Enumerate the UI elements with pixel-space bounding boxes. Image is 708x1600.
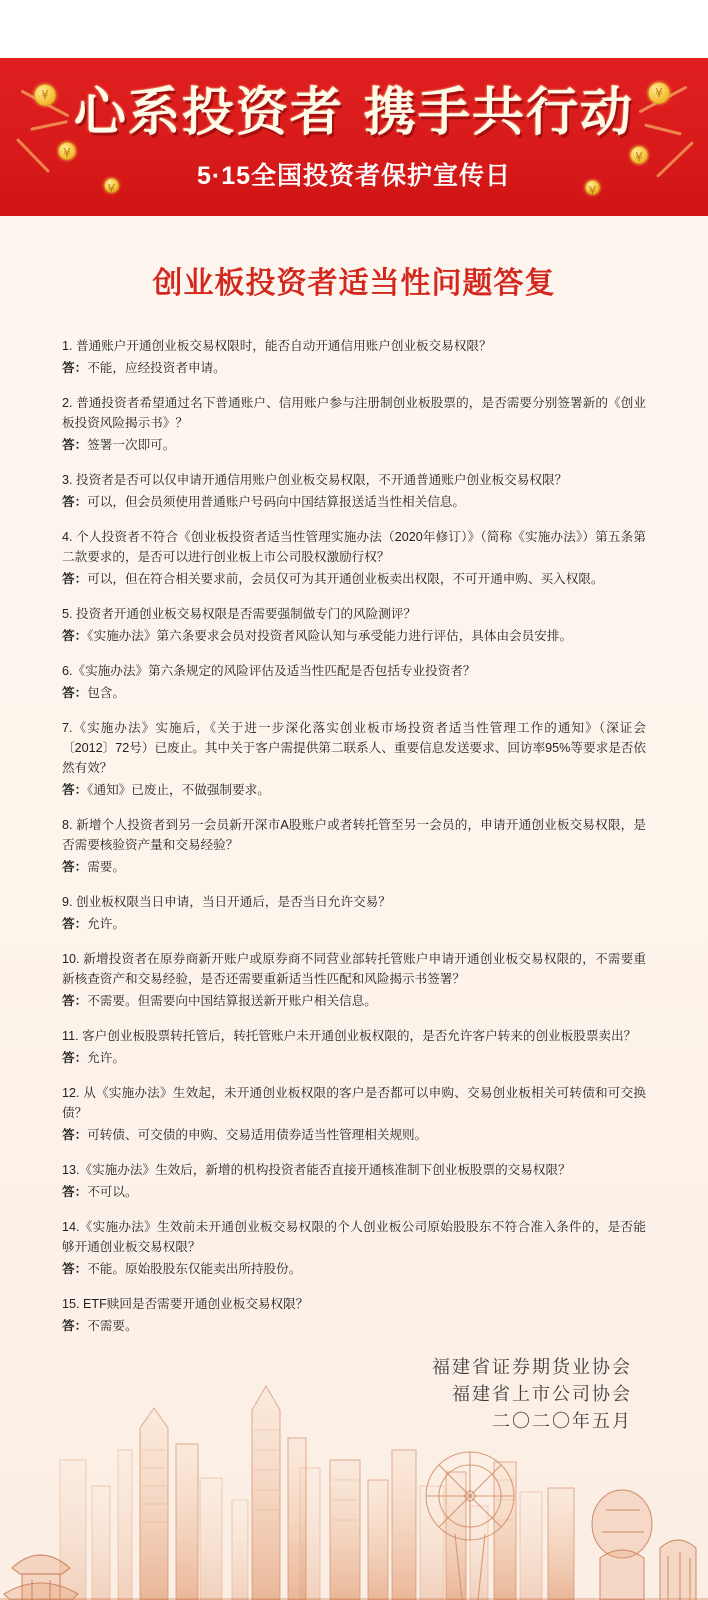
qa-question: 14.《实施办法》生效前未开通创业板交易权限的个人创业板公司原始股股东不符合准入条件的，是否能够开通创业板交易权限？ xyxy=(62,1220,646,1254)
answer-label: 答： xyxy=(62,686,88,700)
qa-item xyxy=(62,815,646,877)
answer-text: 不能。原始股股东仅能卖出所持股份。 xyxy=(87,1262,302,1276)
qa-question: 11. 客户创业板股票转托管后，转托管账户未开通创业板权限的，是否允许客户转来的创业板股票卖出？ xyxy=(62,1029,637,1043)
answer-label: 答： xyxy=(62,1319,88,1333)
qa-item xyxy=(62,393,646,455)
answer-text: 允许。 xyxy=(87,917,125,931)
qa-question: 7.《实施办法》实施后，《关于进一步深化落实创业板市场投资者适当性管理工作的通知》（深证会〔2012〕72号）已废止。其中关于客户需提供第二联系人、重要信息发送要求、回访率95%等要求是否依然有效？ xyxy=(62,721,646,775)
qa-question: 3. 投资者是否可以仅申请开通信用账户创业板交易权限，不开通普通账户创业板交易权限？ xyxy=(62,473,568,487)
answer-label: 答： xyxy=(62,1128,88,1142)
answer-text: 允许。 xyxy=(87,1051,125,1065)
qa-answer xyxy=(62,569,646,589)
signature-date: 二〇二〇年五月 xyxy=(492,1411,632,1431)
banner-title xyxy=(0,58,708,144)
qa-answer xyxy=(62,683,646,703)
qa-answer xyxy=(62,358,646,378)
qa-answer xyxy=(62,991,646,1011)
signature-block xyxy=(0,1354,708,1435)
answer-label: 答： xyxy=(62,994,88,1008)
qa-answer xyxy=(62,1048,646,1068)
answer-label: 答： xyxy=(62,495,88,509)
answer-text: 不能，应经投资者申请。 xyxy=(87,361,226,375)
qa-item xyxy=(62,949,646,1011)
answer-label: 答： xyxy=(62,438,88,452)
answer-label: 答： xyxy=(62,361,88,375)
answer-label: 答： xyxy=(62,783,88,797)
answer-label: 答： xyxy=(62,860,88,874)
qa-question: 15. ETF赎回是否需要开通创业板交易权限？ xyxy=(62,1297,309,1311)
qa-question: 12. 从《实施办法》生效起，未开通创业板权限的客户是否都可以申购、交易创业板相关可转债和可交换债？ xyxy=(62,1086,646,1120)
answer-text: 可转债、可交债的申购、交易适用债券适当性管理相关规则。 xyxy=(87,1128,428,1142)
answer-text: 可以，但会员须使用普通账户号码向中国结算报送适当性相关信息。 xyxy=(87,495,465,509)
qa-question: 13.《实施办法》生效后，新增的机构投资者能否直接开通核准制下创业板股票的交易权限？ xyxy=(62,1163,571,1177)
answer-text: 可以，但在符合相关要求前，会员仅可为其开通创业板卖出权限，不可开通申购、买入权限。 xyxy=(87,572,604,586)
qa-item xyxy=(62,527,646,589)
qa-answer xyxy=(62,435,646,455)
banner-title-left: 心系投资者 xyxy=(73,84,344,142)
qa-answer xyxy=(62,857,646,877)
qa-item xyxy=(62,892,646,934)
qa-item xyxy=(62,718,646,800)
qa-item xyxy=(62,1026,646,1068)
qa-answer xyxy=(62,1125,646,1145)
answer-text: 签署一次即可。 xyxy=(87,438,176,452)
qa-question: 9. 创业板权限当日申请，当日开通后，是否当日允许交易？ xyxy=(62,895,391,909)
qa-answer xyxy=(62,1259,646,1279)
answer-text: 不需要。但需要向中国结算报送新开账户相关信息。 xyxy=(87,994,377,1008)
signature-org-2: 福建省上市公司协会 xyxy=(452,1384,632,1404)
answer-text: 《实施办法》第六条要求会员对投资者风险认知与承受能力进行评估，具体由会员安排。 xyxy=(87,629,573,643)
answer-label: 答： xyxy=(62,629,88,643)
page-title: 创业板投资者适当性问题答复 xyxy=(152,267,556,300)
qa-answer xyxy=(62,1182,646,1202)
qa-question: 8. 新增个人投资者到另一会员新开深市A股账户或者转托管至另一会员的，申请开通创业板交易权限，是否需要核验资产量和交易经验？ xyxy=(62,818,646,852)
qa-item xyxy=(62,604,646,646)
qa-item xyxy=(62,1160,646,1202)
header-banner xyxy=(0,58,708,216)
answer-label: 答： xyxy=(62,1185,88,1199)
qa-question: 5. 投资者开通创业板交易权限是否需要强制做专门的风险测评？ xyxy=(62,607,417,621)
qa-answer xyxy=(62,1316,646,1336)
qa-item xyxy=(62,1294,646,1336)
qa-list xyxy=(0,306,708,1336)
qa-answer xyxy=(62,780,646,800)
answer-text: 《通知》已废止，不做强制要求。 xyxy=(87,783,270,797)
answer-label: 答： xyxy=(62,1051,88,1065)
answer-text: 需要。 xyxy=(87,860,125,874)
qa-question: 6.《实施办法》第六条规定的风险评估及适当性匹配是否包括专业投资者？ xyxy=(62,664,476,678)
qa-question: 2. 普通投资者希望通过名下普通账户、信用账户参与注册制创业板股票的，是否需要分别签署新的《创业板投资风险揭示书》？ xyxy=(62,396,646,430)
banner-title-right: 携手共行动 xyxy=(364,84,635,142)
answer-label: 答： xyxy=(62,572,88,586)
answer-text: 不需要。 xyxy=(87,1319,138,1333)
answer-label: 答： xyxy=(62,917,88,931)
qa-answer xyxy=(62,914,646,934)
qa-question: 1. 普通账户开通创业板交易权限时，能否自动开通信用账户创业板交易权限？ xyxy=(62,339,492,353)
signature-org-1: 福建省证券期货业协会 xyxy=(432,1357,632,1377)
qa-item xyxy=(62,336,646,378)
answer-text: 包含。 xyxy=(87,686,125,700)
answer-text: 不可以。 xyxy=(87,1185,138,1199)
qa-answer xyxy=(62,626,646,646)
qa-answer xyxy=(62,492,646,512)
answer-label: 答： xyxy=(62,1262,88,1276)
banner-subtitle: 5·15全国投资者保护宣传日 xyxy=(196,162,512,190)
qa-item xyxy=(62,1217,646,1279)
qa-question: 4. 个人投资者不符合《创业板投资者适当性管理实施办法（2020年修订）》（简称《实施办法》）第五条第二款要求的，是否可以进行创业板上市公司股权激励行权？ xyxy=(62,530,646,564)
top-margin xyxy=(0,0,708,58)
qa-item xyxy=(62,1083,646,1145)
qa-item xyxy=(62,470,646,512)
qa-question: 10. 新增投资者在原券商新开账户或原券商不同营业部转托管账户申请开通创业板交易权限的，不需要重新核查资产和交易经验，是否还需要重新适当性匹配和风险揭示书签署？ xyxy=(62,952,646,986)
qa-item xyxy=(62,661,646,703)
